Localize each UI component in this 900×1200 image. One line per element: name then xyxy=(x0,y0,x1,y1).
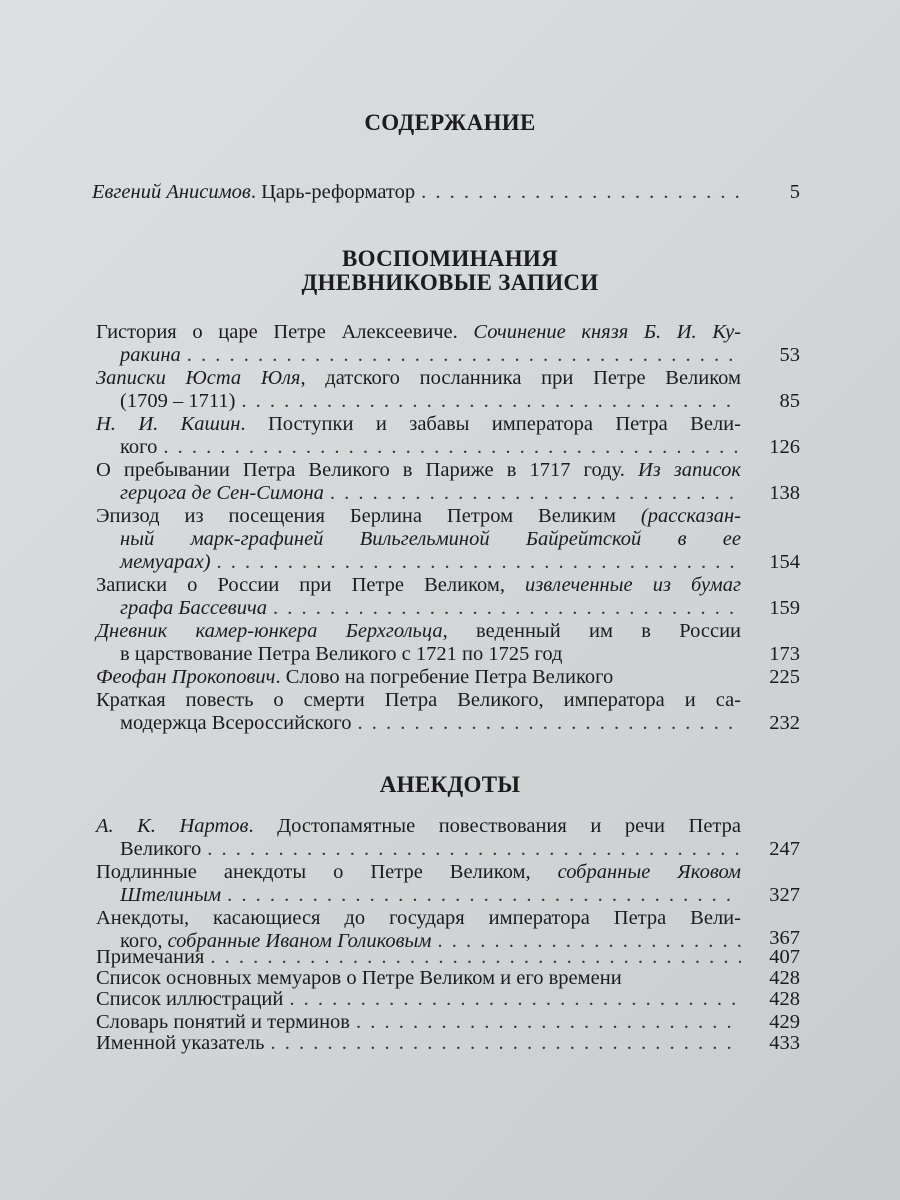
entry-author: Евгений Анисимов xyxy=(92,181,251,203)
entry-title: . Слово на погребение Петра Великого xyxy=(275,666,614,688)
entry-title: (1709 – 1711) xyxy=(120,390,236,412)
entry-title: Великого xyxy=(120,838,202,860)
page-number: 154 xyxy=(769,551,800,573)
leader-dots xyxy=(356,1012,741,1033)
entry-subtitle: мемуарах) xyxy=(120,551,211,573)
entry-title: , датского посланника при Петре Великом xyxy=(300,367,741,389)
toc-entry xyxy=(96,620,800,666)
entry-subtitle: графа Бассевича xyxy=(120,597,267,619)
toc-entry-intro xyxy=(92,181,800,204)
leader-dots xyxy=(217,551,741,574)
entry-author: Записки Юста Юля xyxy=(96,367,301,389)
toc-entry xyxy=(96,574,800,620)
toc-entry xyxy=(96,861,800,907)
toc-entry xyxy=(96,367,800,413)
entry-title: . Достопамятные повествования и речи Петра xyxy=(248,815,741,837)
toc-entry xyxy=(96,505,800,574)
leader-dots xyxy=(210,947,741,968)
toc-entry xyxy=(96,666,800,689)
page-number: 407 xyxy=(769,946,800,968)
entry-subtitle: ракина xyxy=(120,344,181,366)
entry-title: кого, xyxy=(120,930,168,952)
entry-subtitle: ный марк-графиней Вильгельминой Байрейтской в ее xyxy=(120,528,741,550)
page-number: 126 xyxy=(769,436,800,458)
page-number: 53 xyxy=(779,344,800,366)
contents-heading: СОДЕРЖАНИЕ xyxy=(364,110,536,135)
toc-entry xyxy=(96,321,800,367)
page-number: 433 xyxy=(769,1032,800,1054)
entry-title: Эпизод из посещения Берлина Петром Великим xyxy=(96,505,641,527)
entry-title: . Поступки и забавы императора Петра Вели- xyxy=(240,413,741,435)
toc-entry xyxy=(96,459,800,505)
toc-entry xyxy=(96,413,800,459)
entry-title: в царствование Петра Великого с 1721 по 1725 год xyxy=(120,643,563,665)
entry-title: Подлинные анекдоты о Петре Великом, xyxy=(96,861,558,883)
page-number: 225 xyxy=(769,666,800,688)
entry-title: Гистория о царе Петре Алексеевиче. xyxy=(96,321,474,343)
page-number: 232 xyxy=(769,712,800,734)
entry-title: Краткая повесть о смерти Петра Великого, императора и са- xyxy=(96,689,741,711)
entry-title: Примечания xyxy=(96,946,205,968)
toc-entry xyxy=(96,1033,800,1054)
entry-title: Список основных мемуаров о Петре Великом и его времени xyxy=(96,967,622,989)
entry-subtitle: извлеченные из бумаг xyxy=(525,574,741,596)
leader-dots xyxy=(273,597,741,620)
toc-entry xyxy=(96,815,800,861)
entry-text xyxy=(96,666,613,689)
page-number: 159 xyxy=(769,597,800,619)
leader-dots xyxy=(207,838,741,861)
entry-title: Записки о России при Петре Великом, xyxy=(96,574,526,596)
entry-title: . Царь-реформатор xyxy=(250,181,416,203)
page-number: 138 xyxy=(769,482,800,504)
entry-subtitle: собранные Яковом xyxy=(557,861,741,883)
entry-author: А. К. Нартов xyxy=(96,815,249,837)
section-heading-anecdotes: АНЕКДОТЫ xyxy=(379,772,521,797)
toc-entry xyxy=(96,689,800,735)
leader-dots xyxy=(289,989,741,1010)
leader-dots xyxy=(357,712,741,735)
page-number: 428 xyxy=(769,967,800,989)
toc-entry xyxy=(96,947,800,968)
entry-subtitle: Сочинение князя Б. И. Ку- xyxy=(473,321,741,343)
entry-title: О пребывании Петра Великого в Париже в 1717 году. xyxy=(96,459,638,481)
leader-dots xyxy=(187,344,741,367)
entry-subtitle: собранные Иваном Голиковым xyxy=(167,930,432,952)
leader-dots xyxy=(227,884,741,907)
page-number: 327 xyxy=(769,884,800,906)
toc-entry xyxy=(96,968,800,989)
entry-author: Феофан Прокопович xyxy=(96,666,276,688)
entry-title: Анекдоты, касающиеся до государя императора Петра Вели- xyxy=(96,907,741,929)
entry-subtitle: герцога де Сен-Симона xyxy=(120,482,324,504)
entry-subtitle: Штелиным xyxy=(120,884,222,906)
section-heading-diaries: ДНЕВНИКОВЫЕ ЗАПИСИ xyxy=(301,270,599,295)
page-number: 247 xyxy=(769,838,800,860)
entry-text xyxy=(92,181,415,204)
page-number: 428 xyxy=(769,988,800,1010)
entry-title: Список иллюстраций xyxy=(96,988,284,1010)
entry-subtitle: (рассказан- xyxy=(640,505,741,527)
entry-title: кого xyxy=(120,436,158,458)
entry-title: , веденный им в России xyxy=(442,620,742,642)
page-number: 173 xyxy=(769,643,800,665)
toc-entry xyxy=(96,1012,800,1033)
leader-dots xyxy=(330,482,741,505)
leader-dots xyxy=(421,181,742,204)
page-number: 429 xyxy=(769,1011,800,1033)
leader-dots xyxy=(270,1033,741,1054)
entry-subtitle: Из записок xyxy=(637,459,741,481)
page-number: 367 xyxy=(769,927,800,949)
toc-entry xyxy=(96,989,800,1010)
page-number: 5 xyxy=(789,181,800,203)
entry-title: модержца Всероссийского xyxy=(120,712,352,734)
leader-dots xyxy=(241,390,741,413)
entry-author: Н. И. Кашин xyxy=(96,413,241,435)
entry-title: Словарь понятий и терминов xyxy=(96,1011,350,1033)
section-heading-memoirs: ВОСПОМИНАНИЯ xyxy=(342,246,558,271)
leader-dots xyxy=(163,436,741,459)
entry-author: Дневник камер-юнкера Берхгольца xyxy=(96,620,443,642)
entry-title: Именной указатель xyxy=(96,1032,265,1054)
page-number: 85 xyxy=(779,390,800,412)
